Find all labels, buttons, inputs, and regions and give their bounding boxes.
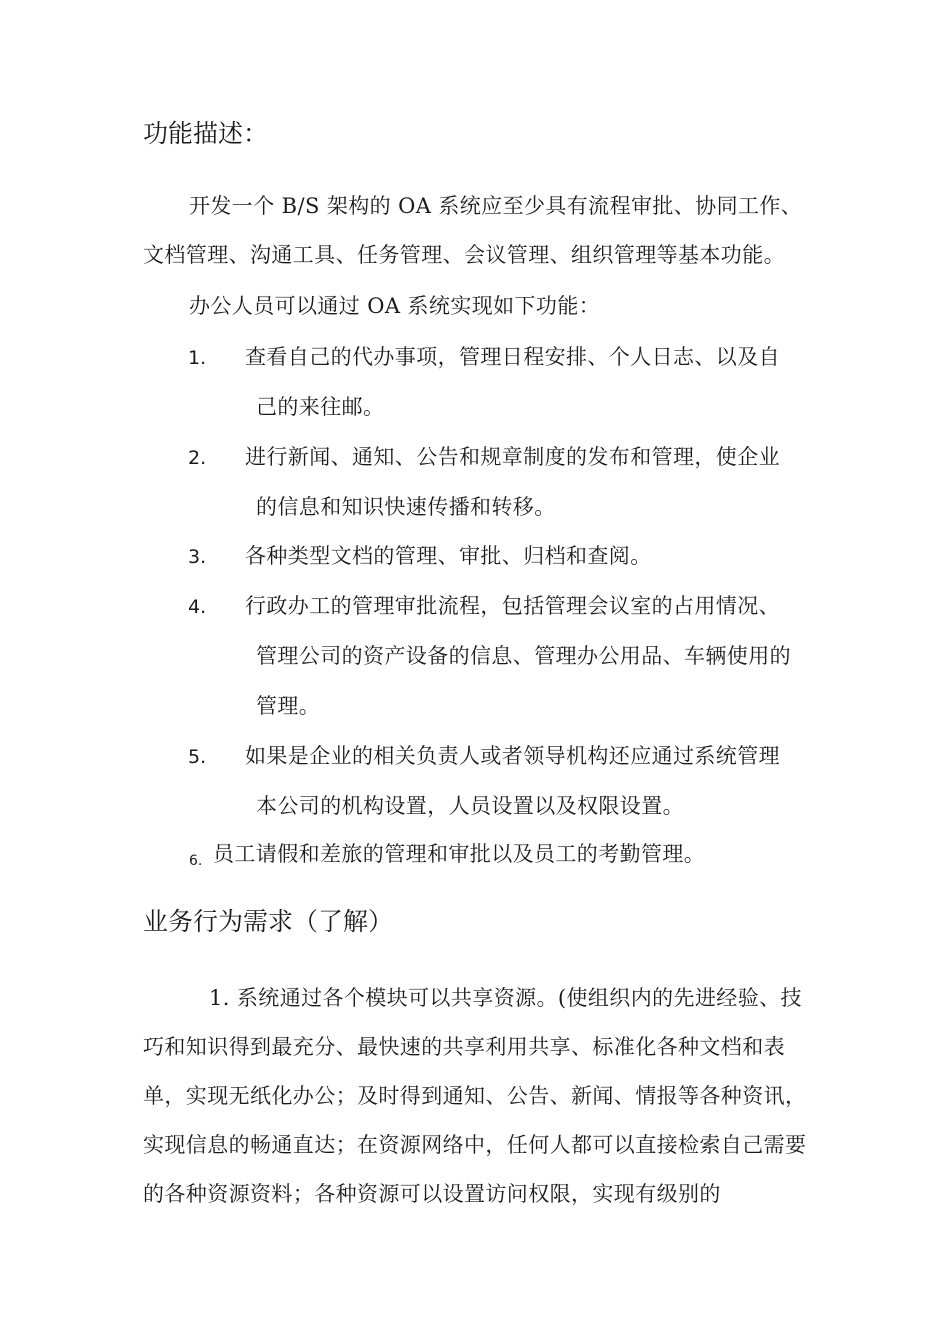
list-item-number: 2. [188,447,207,469]
list-item [245,432,815,532]
list-item [245,731,815,831]
heading-text: 功能描述： [143,119,269,148]
list-item [245,581,815,731]
heading-text: 业务行为需求（了解） [143,907,394,936]
list-item-text: 如果是企业的相关负责人或者领导机构还应通过系统管理 [245,744,780,768]
list-item-text: 查看自己的代办事项，管理日程安排、个人日志、以及自 [245,345,780,369]
section-heading-functions [143,118,268,150]
lead-paragraph: 办公人员可以通过 OA 系统实现如下功能： [189,294,601,318]
list-item-continuation: 本公司的机构设置，人员设置以及权限设置。 [256,794,684,818]
list-item-number: 4. [188,596,207,618]
requirements-paragraph: 1. 系统通过各个模块可以共享资源。(使组织内的先进经验、技巧和知识得到最充分、最快速的共享利用共享、标准化各种文档和表单，实现无纸化办公；及时得到通知、公告、新闻、情报等各种资讯，实现信息的畅通直达；在资源网络中，任何人都可以直接检索自己需要的各种资源资料；各种资源可以设置访问权限，实现有级别的 [143,986,807,1206]
section-heading-business-requirements [143,906,393,938]
list-item-number: 5. [188,746,207,768]
intro-paragraph: 开发一个 B/S 架构的 OA 系统应至少具有流程审批、协同工作、文档管理、沟通工具、任务管理、会议管理、组织管理等基本功能。 [143,194,803,267]
list-item-text: 行政办工的管理审批流程，包括管理会议室的占用情况、 [245,594,780,618]
list-item-number: 6. [189,853,203,869]
list-item [245,531,815,581]
list-item [245,332,815,432]
list-item-continuation: 的信息和知识快速传播和转移。 [256,495,556,519]
list-item-number: 3. [188,546,207,568]
list-item-text: 各种类型文档的管理、审批、归档和查阅。 [245,544,652,568]
list-item-text: 员工请假和差旅的管理和审批以及员工的考勤管理。 [213,842,706,866]
list-item-continuation: 管理。 [256,694,321,718]
list-item-continuation: 管理公司的资产设备的信息、管理办公用品、车辆使用的 [256,644,791,668]
list-item-text: 进行新闻、通知、公告和规章制度的发布和管理，使企业 [245,445,780,469]
list-item-continuation: 己的来往邮。 [256,395,385,419]
list-item-number: 1. [188,347,207,369]
